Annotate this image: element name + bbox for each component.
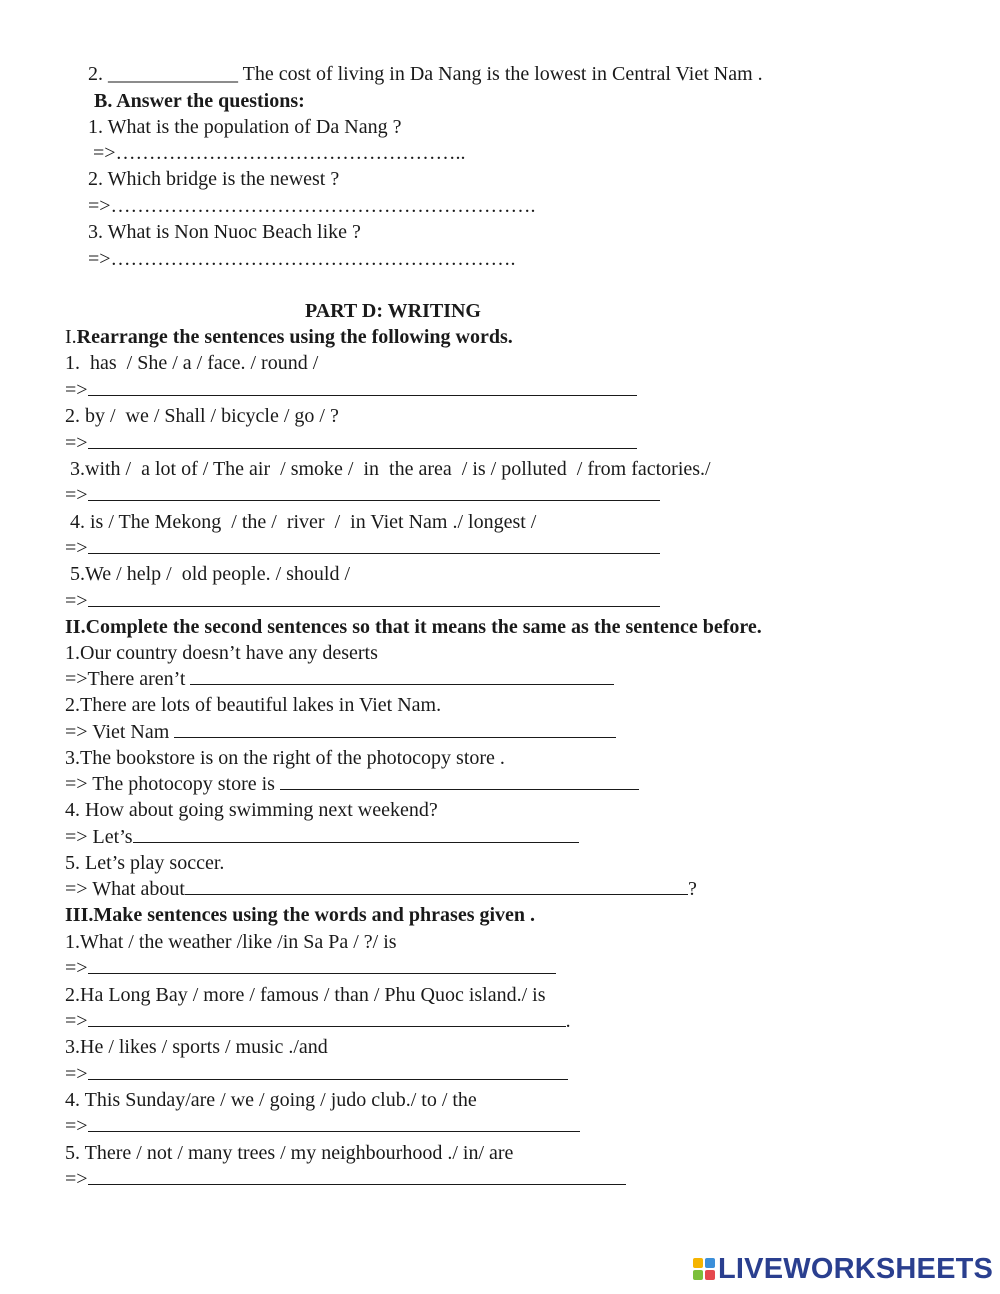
transform-answer-2: [65, 719, 616, 745]
answer-line[interactable]: [88, 1166, 626, 1185]
answer-prefix: =>: [65, 432, 88, 454]
rearrange-answer-4: [65, 535, 660, 561]
section-1-heading: Rearrange the sentences using the following words.: [76, 326, 513, 348]
part-d-title: PART D: WRITING: [305, 300, 481, 322]
rearrange-prompt-3: 3.with / a lot of / The air / smoke / in the area / is / polluted / from factories./: [65, 458, 711, 480]
answer-prefix: =>: [65, 957, 88, 979]
answer-prefix: => What about: [65, 878, 185, 900]
liveworksheets-logo-icon: [692, 1257, 716, 1281]
section-3-title: III.Make sentences using the words and phrases given .: [65, 904, 536, 926]
rearrange-prompt-5: 5.We / help / old people. / should /: [65, 563, 351, 585]
liveworksheets-brand: [692, 1253, 993, 1285]
answer-prefix: =>: [65, 590, 88, 612]
answer-line[interactable]: [88, 1008, 566, 1027]
transform-prompt-2: 2.There are lots of beautiful lakes in Viet Nam.: [65, 694, 442, 716]
rearrange-prompt-1: 1. has / She / a / face. / round /: [65, 352, 319, 374]
true-false-blank[interactable]: _____________: [108, 63, 238, 85]
make-sentence-prompt-5: 5. There / not / many trees / my neighbourhood ./ in/ are: [65, 1142, 514, 1164]
question-3-answer[interactable]: =>…………………………………………………….: [88, 248, 516, 270]
rearrange-answer-3: [65, 482, 660, 508]
answer-prefix: =>: [65, 379, 88, 401]
transform-answer-4: [65, 824, 579, 850]
make-sentence-answer-4: [65, 1113, 580, 1139]
make-sentence-answer-3: [65, 1061, 568, 1087]
answer-line[interactable]: [185, 876, 688, 895]
answer-prefix: =>: [65, 1168, 88, 1190]
rearrange-prompt-4: 4. is / The Mekong / the / river / in Viet Nam ./ longest /: [65, 511, 537, 533]
answer-line[interactable]: [88, 482, 660, 501]
transform-prompt-1: 1.Our country doesn’t have any deserts: [65, 642, 378, 664]
item-number: 2.: [88, 63, 103, 85]
question-3: 3. What is Non Nuoc Beach like ?: [88, 221, 361, 243]
answer-line[interactable]: [174, 719, 616, 738]
transform-prompt-4: 4. How about going swimming next weekend?: [65, 799, 438, 821]
answer-line[interactable]: [88, 588, 660, 607]
answer-line[interactable]: [88, 377, 637, 396]
rearrange-answer-5: [65, 588, 660, 614]
make-sentence-answer-2: [65, 1008, 571, 1034]
make-sentence-answer-1: [65, 955, 556, 981]
answer-line[interactable]: [88, 1061, 568, 1080]
transform-answer-5: [65, 876, 697, 902]
section-1-title: [65, 324, 513, 350]
transform-answer-1: [65, 666, 614, 692]
section-1-roman: I.: [65, 326, 77, 348]
answer-suffix: ?: [687, 878, 697, 900]
answer-prefix: => Viet Nam: [65, 721, 175, 743]
make-sentence-prompt-1: 1.What / the weather /like /in Sa Pa / ?/ is: [65, 931, 397, 953]
transform-answer-3: [65, 771, 639, 797]
answer-prefix: =>: [65, 1010, 88, 1032]
make-sentence-prompt-4: 4. This Sunday/are / we / going / judo club./ to / the: [65, 1089, 477, 1111]
make-sentence-prompt-3: 3.He / likes / sports / music ./and: [65, 1036, 328, 1058]
answer-suffix: .: [565, 1010, 571, 1032]
answer-prefix: =>: [65, 484, 88, 506]
make-sentence-prompt-2: 2.Ha Long Bay / more / famous / than / Phu Quoc island./ is: [65, 984, 546, 1006]
answer-prefix: =>There aren’t: [65, 668, 191, 690]
question-2-answer[interactable]: =>……………………………………………………….: [88, 195, 536, 217]
transform-prompt-5: 5. Let’s play soccer.: [65, 852, 225, 874]
answer-line[interactable]: [88, 955, 556, 974]
make-sentence-answer-5: [65, 1166, 626, 1192]
question-1: 1. What is the population of Da Nang ?: [88, 116, 402, 138]
statement-text: The cost of living in Da Nang is the lowest in Central Viet Nam .: [238, 63, 763, 85]
brand-name: LIVEWORKSHEETS: [718, 1252, 994, 1285]
rearrange-prompt-2: 2. by / we / Shall / bicycle / go / ?: [65, 405, 339, 427]
rearrange-answer-2: [65, 430, 637, 456]
question-2: 2. Which bridge is the newest ?: [88, 168, 340, 190]
item-2-statement: [88, 61, 763, 87]
answer-line[interactable]: [280, 771, 639, 790]
answer-prefix: => The photocopy store is: [65, 773, 280, 795]
transform-prompt-3: 3.The bookstore is on the right of the photocopy store .: [65, 747, 505, 769]
answer-prefix: =>: [65, 537, 88, 559]
answer-line[interactable]: [133, 824, 579, 843]
answer-line[interactable]: [190, 666, 614, 685]
question-1-answer[interactable]: =>……………………………………………..: [93, 142, 466, 164]
section-b-title: B. Answer the questions:: [94, 90, 305, 112]
rearrange-answer-1: [65, 377, 637, 403]
answer-line[interactable]: [88, 430, 637, 449]
answer-line[interactable]: [88, 535, 660, 554]
answer-prefix: =>: [65, 1115, 88, 1137]
answer-line[interactable]: [88, 1113, 580, 1132]
answer-prefix: =>: [65, 1063, 88, 1085]
section-2-title: II.Complete the second sentences so that it means the same as the sentence before.: [65, 616, 762, 638]
answer-prefix: => Let’s: [65, 826, 133, 848]
